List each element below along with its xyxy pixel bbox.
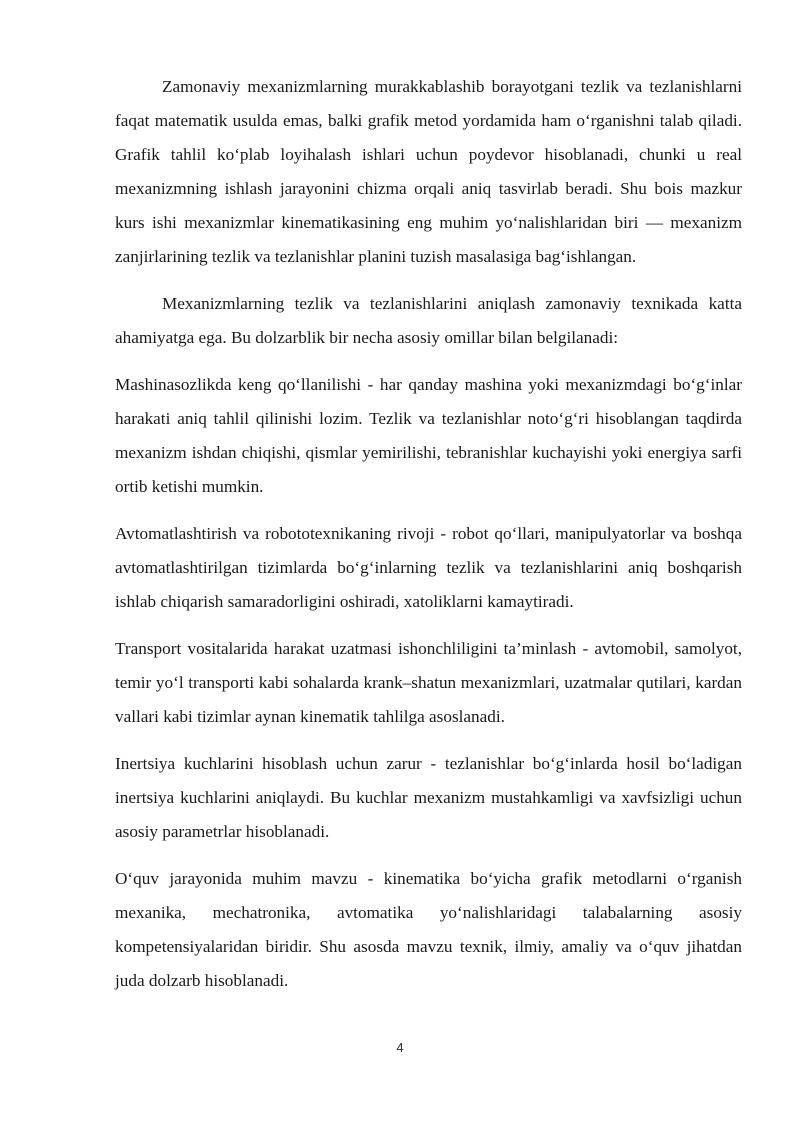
body-text [115,70,742,1011]
paragraph-education: O‘quv jarayonida muhim mavzu - kinematika bo‘yicha grafik metodlarni o‘rganish mexanika, mechatronika, avtomatika yo‘nalishlaridagi talabalarning asosiy kompetensiyalaridan biridir. Shu asosda mavzu texnik, ilmiy, amaliy va o‘quv jihatdan juda dolzarb hisoblanadi. [115,869,742,990]
paragraph-relevance: Mexanizmlarning tezlik va tezlanishlarini aniqlash zamonaviy texnikada katta ahamiyatga ega. Bu dolzarblik bir necha asosiy omillar bilan belgilanadi: [115,294,742,347]
paragraph-mechanical-engineering: Mashinasozlikda keng qo‘llanilishi - har qanday mashina yoki mexanizmdagi bo‘g‘inlar harakati aniq tahlil qilinishi lozim. Tezlik va tezlanishlar noto‘g‘ri hisoblangan taqdirda mexanizm ishdan chiqishi, qismlar yemirilishi, tebranishlar kuchayishi yoki energiya sarfi ortib ketishi mumkin. [115,375,742,496]
page-number: 4 [396,1040,404,1055]
paragraph-intro: Zamonaviy mexanizmlarning murakkablashib borayotgani tezlik va tezlanishlarni faqat matematik usulda emas, balki grafik metod yordamida ham o‘rganishni talab qiladi. Grafik tahlil ko‘plab loyihalash ishlari uchun poydevor hisoblanadi, chunki u real mexanizmning ishlash jarayonini chizma orqali aniq tasvirlab beradi. Shu bois mazkur kurs ishi mexanizmlar kinematikasining eng muhim yo‘nalishlaridan biri — mexanizm zanjirlarining tezlik va tezlanishlar planini tuzish masalasiga bag‘ishlangan. [115,77,742,266]
paragraph-automation-robotics: Avtomatlashtirish va robototexnikaning rivoji - robot qo‘llari, manipulyatorlar va boshqa avtomatlashtirilgan tizimlarda bo‘g‘inlarning tezlik va tezlanishlarini aniq boshqarish ishlab chiqarish samaradorligini oshiradi, xatoliklarni kamaytiradi. [115,524,742,611]
paragraph-transport: Transport vositalarida harakat uzatmasi ishonchliligini ta’minlash - avtomobil, samolyot, temir yo‘l transporti kabi sohalarda krank–shatun mexanizmlari, uzatmalar qutilari, kardan vallari kabi tizimlar aynan kinematik tahlilga asoslanadi. [115,639,742,726]
paragraph-inertia-forces: Inertsiya kuchlarini hisoblash uchun zarur - tezlanishlar bo‘g‘inlarda hosil bo‘ladigan inertsiya kuchlarini aniqlaydi. Bu kuchlar mexanizm mustahkamligi va xavfsizligi uchun asosiy parametrlar hisoblanadi. [115,754,742,841]
